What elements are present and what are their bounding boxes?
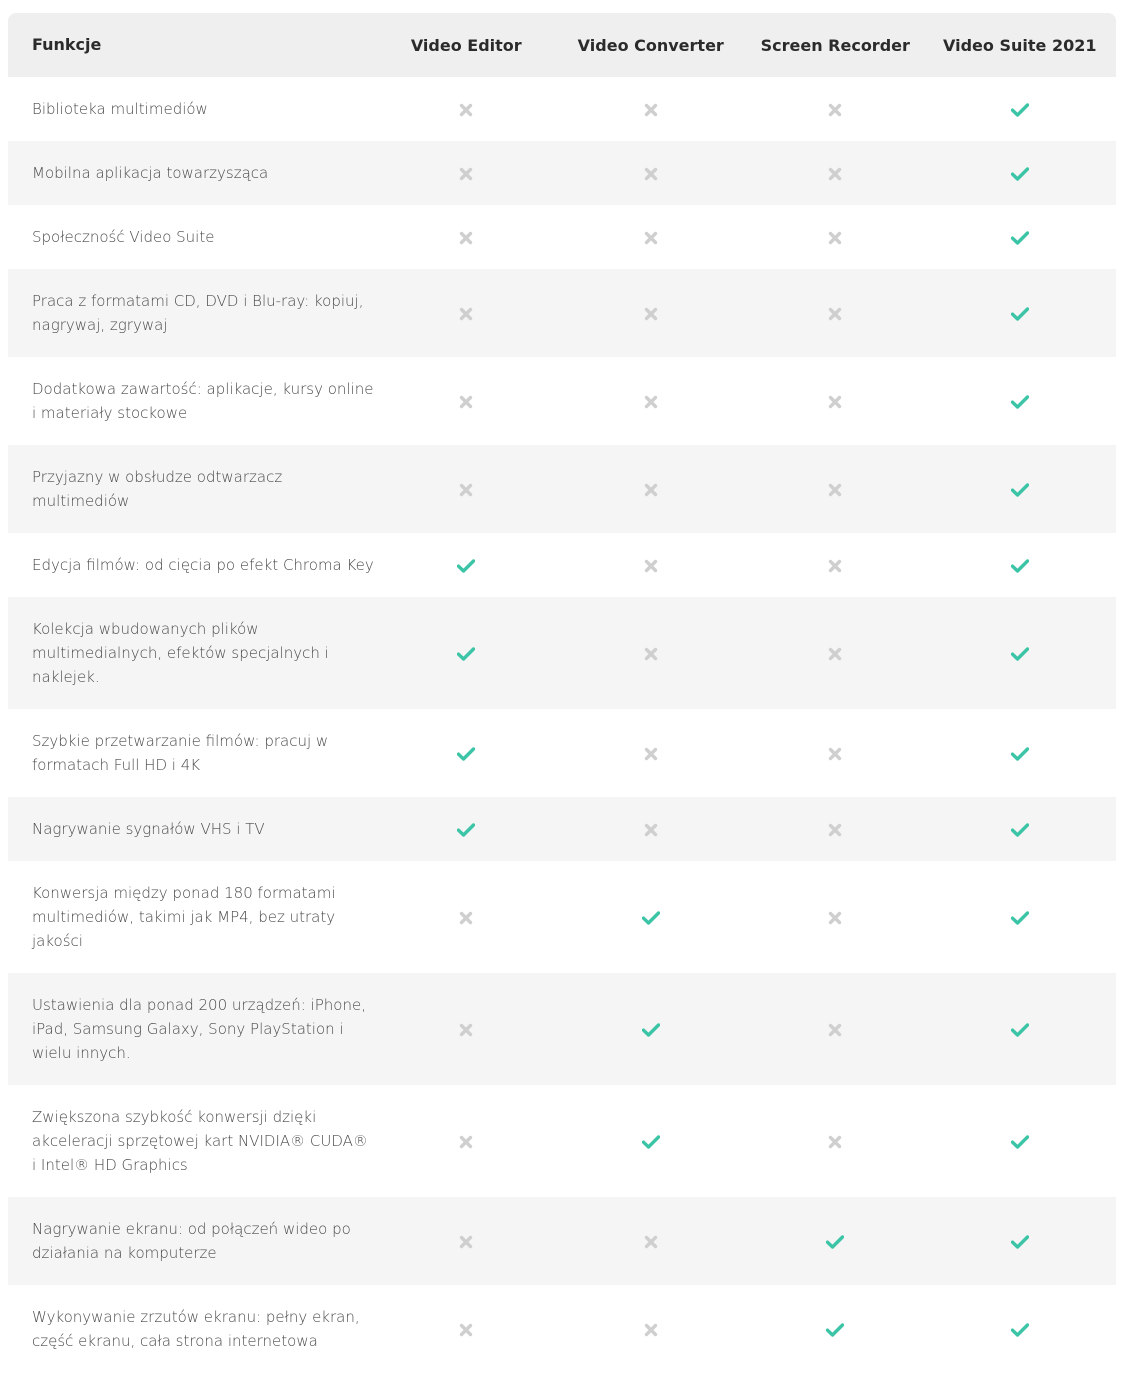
cell-video-suite-2021 xyxy=(928,1232,1113,1251)
feature-label: Mobilna aplikacja towarzysząca xyxy=(32,164,269,182)
cell-video-editor xyxy=(374,1132,559,1151)
cross-icon xyxy=(459,103,473,117)
cell-video-suite-2021 xyxy=(928,1320,1113,1339)
check-icon xyxy=(457,559,475,573)
cross-icon xyxy=(459,911,473,925)
table-row xyxy=(8,973,1116,1085)
cross-icon xyxy=(644,747,658,761)
cell-screen-recorder xyxy=(743,304,928,323)
cell-video-converter xyxy=(559,392,744,411)
cross-icon xyxy=(828,911,842,925)
cross-icon xyxy=(828,559,842,573)
cross-icon xyxy=(644,231,658,245)
check-icon xyxy=(1011,307,1029,321)
check-icon xyxy=(642,1135,660,1149)
feature-label: Nagrywanie sygnałów VHS i TV xyxy=(32,820,265,838)
check-icon xyxy=(826,1235,844,1249)
cross-icon xyxy=(828,231,842,245)
cell-screen-recorder xyxy=(743,744,928,763)
cell-screen-recorder xyxy=(743,392,928,411)
cell-video-converter xyxy=(559,644,744,663)
cell-video-editor xyxy=(374,820,559,839)
cell-video-editor xyxy=(374,228,559,247)
cell-video-editor xyxy=(374,744,559,763)
cross-icon xyxy=(828,307,842,321)
check-icon xyxy=(642,1023,660,1037)
header-screen-recorder: Screen Recorder xyxy=(760,35,910,55)
table-body xyxy=(8,77,1116,1373)
cross-icon xyxy=(828,647,842,661)
cell-video-converter xyxy=(559,744,744,763)
comparison-table xyxy=(8,13,1116,1373)
cross-icon xyxy=(459,1235,473,1249)
feature-label: Dodatkowa zawartość: aplikacje, kursy online i materiały stockowe xyxy=(32,380,374,422)
cell-video-converter xyxy=(559,1232,744,1251)
cell-video-suite-2021 xyxy=(928,164,1113,183)
cross-icon xyxy=(459,1323,473,1337)
table-row xyxy=(8,357,1116,445)
cell-video-suite-2021 xyxy=(928,556,1113,575)
table-row xyxy=(8,141,1116,205)
cell-video-suite-2021 xyxy=(928,820,1113,839)
header-video-converter: Video Converter xyxy=(577,35,724,55)
cell-video-converter xyxy=(559,1132,744,1151)
table-row xyxy=(8,709,1116,797)
feature-label: Ustawienia dla ponad 200 urządzeń: iPhone, iPad, Samsung Galaxy, Sony PlayStation i wielu innych. xyxy=(32,996,366,1062)
cell-screen-recorder xyxy=(743,556,928,575)
cell-video-suite-2021 xyxy=(928,228,1113,247)
check-icon xyxy=(1011,167,1029,181)
cell-video-suite-2021 xyxy=(928,304,1113,323)
cross-icon xyxy=(644,395,658,409)
cell-video-editor xyxy=(374,908,559,927)
check-icon xyxy=(457,647,475,661)
cross-icon xyxy=(828,1135,842,1149)
cross-icon xyxy=(828,103,842,117)
cross-icon xyxy=(644,647,658,661)
cell-video-suite-2021 xyxy=(928,1020,1113,1039)
table-row xyxy=(8,533,1116,597)
check-icon xyxy=(642,911,660,925)
feature-label: Konwersja między ponad 180 formatami multimediów, takimi jak MP4, bez utraty jakości xyxy=(32,884,336,950)
cross-icon xyxy=(459,167,473,181)
cell-video-converter xyxy=(559,228,744,247)
cell-screen-recorder xyxy=(743,908,928,927)
feature-label: Praca z formatami CD, DVD i Blu-ray: kopiuj, nagrywaj, zgrywaj xyxy=(32,292,364,334)
cell-video-editor xyxy=(374,556,559,575)
feature-label: Społeczność Video Suite xyxy=(32,228,215,246)
feature-label: Zwiększona szybkość konwersji dzięki akceleracji sprzętowej kart NVIDIA® CUDA® i Intel® HD Graphics xyxy=(32,1108,368,1174)
cross-icon xyxy=(828,823,842,837)
cell-video-editor xyxy=(374,1020,559,1039)
cell-video-converter xyxy=(559,304,744,323)
table-row xyxy=(8,861,1116,973)
check-icon xyxy=(1011,747,1029,761)
cell-video-suite-2021 xyxy=(928,392,1113,411)
cell-screen-recorder xyxy=(743,820,928,839)
cell-screen-recorder xyxy=(743,1020,928,1039)
check-icon xyxy=(457,747,475,761)
cell-video-suite-2021 xyxy=(928,644,1113,663)
cell-video-editor xyxy=(374,1232,559,1251)
cell-video-editor xyxy=(374,100,559,119)
feature-label: Szybkie przetwarzanie filmów: pracuj w formatach Full HD i 4K xyxy=(32,732,329,774)
table-row xyxy=(8,77,1116,141)
cell-video-converter xyxy=(559,100,744,119)
check-icon xyxy=(826,1323,844,1337)
check-icon xyxy=(1011,1235,1029,1249)
table-row xyxy=(8,1197,1116,1285)
cell-video-converter xyxy=(559,556,744,575)
cell-video-converter xyxy=(559,908,744,927)
cell-screen-recorder xyxy=(743,100,928,119)
cell-video-suite-2021 xyxy=(928,100,1113,119)
table-row xyxy=(8,1285,1116,1373)
cell-video-suite-2021 xyxy=(928,908,1113,927)
cross-icon xyxy=(459,1023,473,1037)
check-icon xyxy=(1011,1135,1029,1149)
cross-icon xyxy=(828,747,842,761)
cross-icon xyxy=(644,1235,658,1249)
cell-video-editor xyxy=(374,480,559,499)
cross-icon xyxy=(644,823,658,837)
cell-screen-recorder xyxy=(743,1232,928,1251)
check-icon xyxy=(1011,231,1029,245)
cross-icon xyxy=(459,1135,473,1149)
feature-label: Kolekcja wbudowanych plików multimedialnych, efektów specjalnych i naklejek. xyxy=(32,620,329,686)
check-icon xyxy=(457,823,475,837)
cross-icon xyxy=(459,307,473,321)
check-icon xyxy=(1011,911,1029,925)
cross-icon xyxy=(828,1023,842,1037)
cell-screen-recorder xyxy=(743,228,928,247)
cell-video-converter xyxy=(559,820,744,839)
feature-label: Biblioteka multimediów xyxy=(32,100,208,118)
cell-screen-recorder xyxy=(743,644,928,663)
check-icon xyxy=(1011,1023,1029,1037)
cross-icon xyxy=(644,1323,658,1337)
cell-video-editor xyxy=(374,304,559,323)
cell-video-converter xyxy=(559,1020,744,1039)
cell-video-converter xyxy=(559,164,744,183)
feature-label: Nagrywanie ekranu: od połączeń wideo po działania na komputerze xyxy=(32,1220,351,1262)
cross-icon xyxy=(828,395,842,409)
table-row xyxy=(8,797,1116,861)
cell-video-editor xyxy=(374,164,559,183)
check-icon xyxy=(1011,647,1029,661)
table-row xyxy=(8,269,1116,357)
header-video-editor: Video Editor xyxy=(410,35,522,55)
cell-screen-recorder xyxy=(743,164,928,183)
cross-icon xyxy=(828,483,842,497)
cell-video-editor xyxy=(374,1320,559,1339)
check-icon xyxy=(1011,823,1029,837)
table-row xyxy=(8,205,1116,269)
cross-icon xyxy=(644,483,658,497)
feature-label: Przyjazny w obsłudze odtwarzacz multimediów xyxy=(32,468,283,510)
check-icon xyxy=(1011,483,1029,497)
table-row xyxy=(8,445,1116,533)
cell-video-suite-2021 xyxy=(928,1132,1113,1151)
cell-video-suite-2021 xyxy=(928,744,1113,763)
table-row xyxy=(8,597,1116,709)
header-video-suite-2021: Video Suite 2021 xyxy=(943,35,1097,55)
cross-icon xyxy=(644,167,658,181)
cell-video-converter xyxy=(559,1320,744,1339)
cross-icon xyxy=(459,483,473,497)
cell-screen-recorder xyxy=(743,480,928,499)
cross-icon xyxy=(459,395,473,409)
cross-icon xyxy=(644,559,658,573)
table-row xyxy=(8,1085,1116,1197)
check-icon xyxy=(1011,1323,1029,1337)
cross-icon xyxy=(644,103,658,117)
cross-icon xyxy=(828,167,842,181)
cell-screen-recorder xyxy=(743,1320,928,1339)
cell-video-editor xyxy=(374,644,559,663)
table-header xyxy=(8,13,1116,77)
cell-video-suite-2021 xyxy=(928,480,1113,499)
cross-icon xyxy=(644,307,658,321)
check-icon xyxy=(1011,395,1029,409)
cell-video-converter xyxy=(559,480,744,499)
check-icon xyxy=(1011,103,1029,117)
cell-video-editor xyxy=(374,392,559,411)
header-feature-label: Funkcje xyxy=(32,35,102,54)
cross-icon xyxy=(459,231,473,245)
cell-screen-recorder xyxy=(743,1132,928,1151)
feature-label: Wykonywanie zrzutów ekranu: pełny ekran, część ekranu, cała strona internetowa xyxy=(32,1308,360,1350)
feature-label: Edycja filmów: od cięcia po efekt Chroma Key xyxy=(32,556,374,574)
check-icon xyxy=(1011,559,1029,573)
